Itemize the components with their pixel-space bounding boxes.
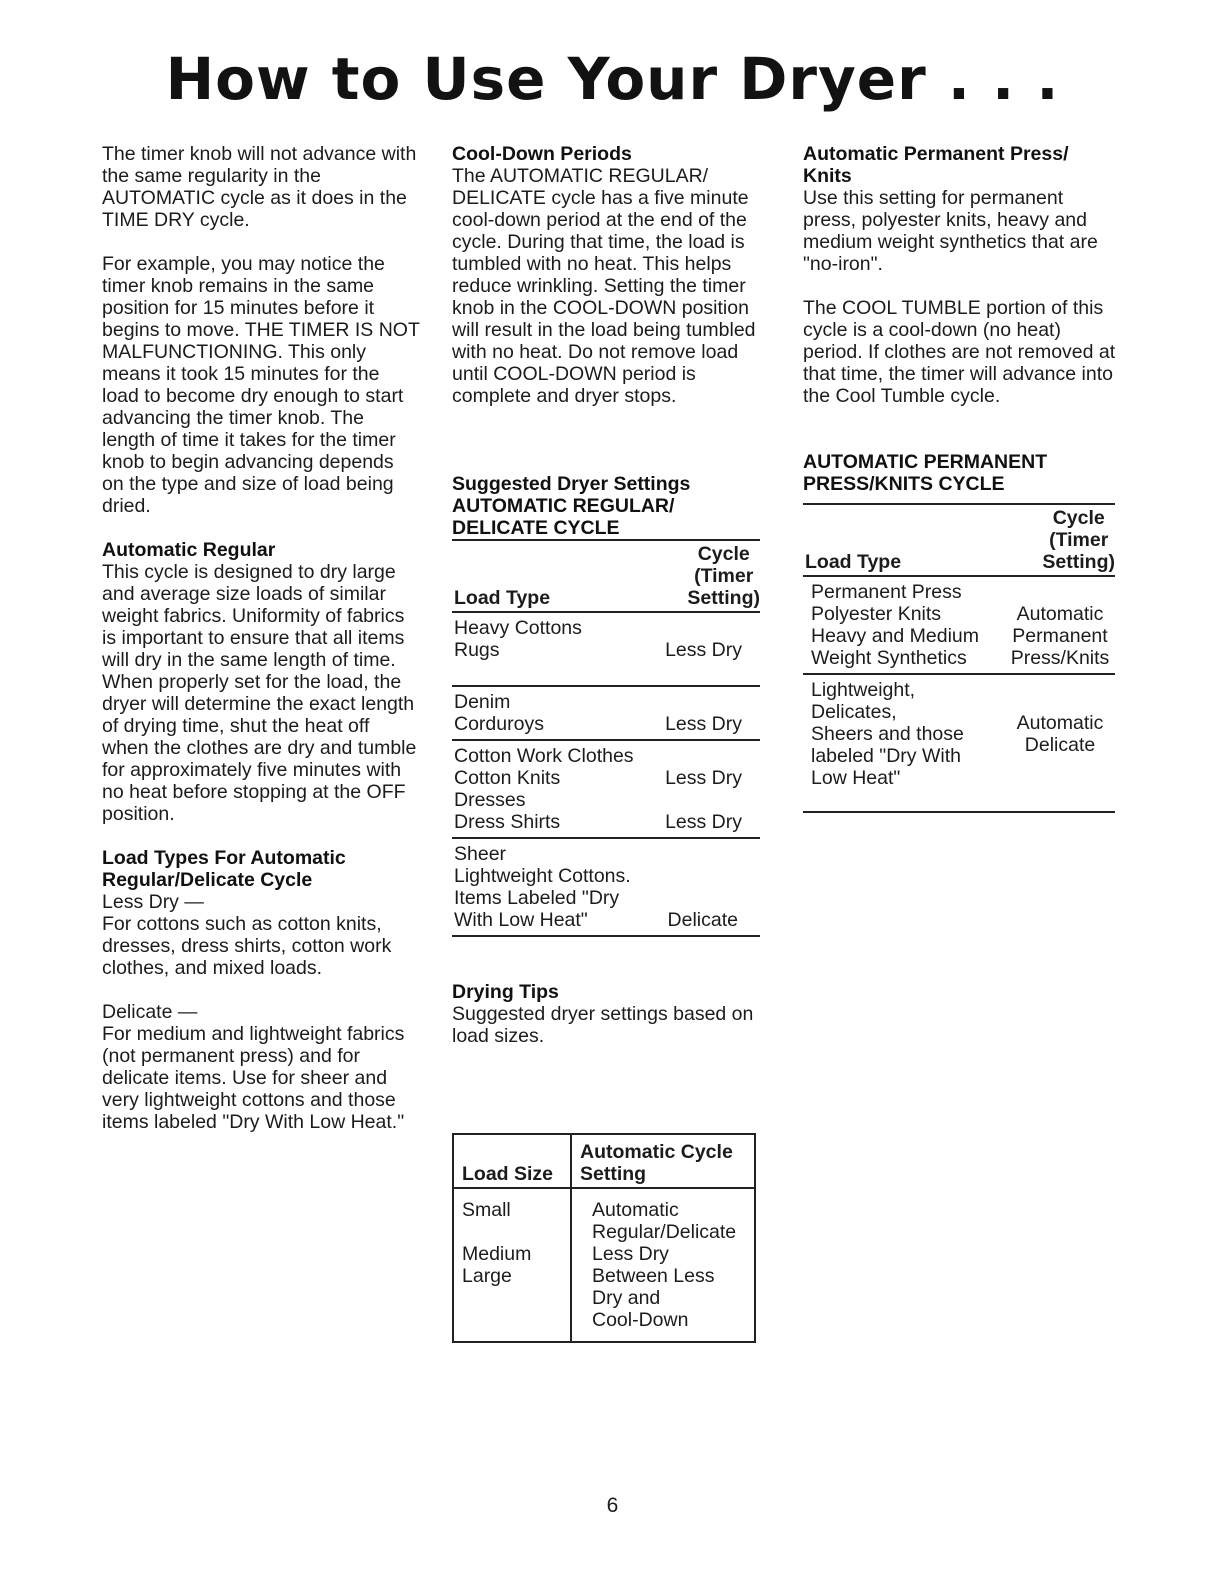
paragraph-drying-tips: Suggested dryer settings based on load sizes.	[452, 1003, 754, 1047]
label-delicate: Delicate —	[102, 1001, 198, 1023]
paragraph-automatic-regular: This cycle is designed to dry large and average size loads of similar weight fabrics. Uniformity of fabrics is important to ensure that all items will dry in the same length of time. When properly set for the load, the dryer will determine the exact length of drying time, shut the heat off when the clothes are dry and tumble for approximately five minutes with no heat before stopping at the OFF position.	[102, 561, 417, 825]
load-type: Corduroys	[454, 713, 544, 735]
load-type: Heavy and Medium	[811, 625, 979, 647]
load-size: Large	[462, 1265, 512, 1287]
load-types	[811, 679, 1005, 789]
load-types	[454, 745, 634, 789]
paragraph-cool-tumble: The COOL TUMBLE portion of this cycle is a cool-down (no heat) period. If clothes are not removed at that time, the timer will advance into the Cool Tumble cycle.	[803, 297, 1116, 407]
load-types	[454, 789, 560, 833]
table-row	[452, 839, 760, 935]
load-type: Lightweight Cottons.	[454, 865, 631, 887]
load-size-spacer	[462, 1221, 562, 1243]
table-header	[453, 1134, 755, 1188]
paragraph-example: For example, you may notice the timer knob remains in the same position for 15 minutes before it begins to move. THE TIMER IS NOT MALFUNCTIONING. This only means it took 15 minutes for the load to become dry enough to start advancing the timer knob. The length of time it takes for the timer knob to begin advancing depends on the type and size of load being dried.	[102, 253, 420, 517]
cycle-setting: Dry and	[592, 1287, 661, 1309]
heading-cool-down: Cool-Down Periods	[452, 143, 632, 165]
cycle-setting: Between Less	[592, 1265, 715, 1287]
heading-suggested-settings: Suggested Dryer Settings	[452, 473, 691, 495]
table-row	[453, 1188, 755, 1342]
load-type: labeled "Dry With	[811, 745, 961, 767]
label-less-dry: Less Dry —	[102, 891, 204, 913]
load-type: Polyester Knits	[811, 603, 942, 625]
col-load-type: Load Type	[805, 551, 902, 573]
load-types	[454, 691, 544, 735]
load-types	[454, 617, 582, 661]
col-cycle-line-3: Setting)	[1042, 551, 1115, 573]
load-size: Medium	[462, 1243, 532, 1265]
cycle-setting: Less Dry	[665, 639, 742, 661]
load-types	[454, 843, 631, 931]
col-load-size: Load Size	[453, 1134, 571, 1188]
col-cycle-setting	[1042, 507, 1115, 573]
column-right	[803, 143, 1121, 813]
cycle-setting: Less Dry	[665, 713, 742, 735]
load-type: Weight Synthetics	[811, 647, 967, 669]
col-cycle-setting	[687, 543, 760, 609]
page-number: 6	[606, 1494, 619, 1517]
col-cycle-line-2: (Timer	[1049, 529, 1109, 551]
load-types	[811, 581, 979, 669]
heading-permanent-press: Automatic Permanent Press/ Knits	[803, 143, 1069, 187]
cycle-setting-line: Automatic	[1016, 712, 1104, 734]
load-type: With Low Heat"	[454, 909, 588, 931]
table-header	[803, 505, 1115, 575]
col-cycle-line-1: Cycle	[697, 543, 750, 565]
cycle-setting: Less Dry	[665, 767, 742, 789]
cycle-setting-line: Delicate	[1024, 734, 1096, 756]
load-type: Lightweight, Delicates,	[811, 679, 916, 723]
load-sizes	[453, 1188, 571, 1342]
table-row	[803, 675, 1115, 811]
load-type: Cotton Work Clothes	[454, 745, 634, 767]
heading-automatic-regular: Automatic Regular	[102, 539, 276, 561]
load-type: Dresses	[454, 789, 526, 811]
col-cycle-line-1: Cycle	[1052, 507, 1105, 529]
table-row	[803, 577, 1115, 673]
cycle-setting: Cool-Down	[592, 1309, 689, 1331]
paragraph-permanent-press: Use this setting for permanent press, polyester knits, heavy and medium weight synthetics that are "no-iron".	[803, 187, 1098, 275]
paragraph-cool-down: The AUTOMATIC REGULAR/ DELICATE cycle has a five minute cool-down period at the end of the cycle. During that time, the load is tumbled with no heat. This helps reduce wrinkling. Setting the timer knob in the COOL-DOWN position will result in the load being tumbled with no heat. Do not remove load until COOL-DOWN period is complete and dryer stops.	[452, 165, 756, 407]
col-automatic-cycle-setting: Automatic Cycle Setting	[571, 1134, 755, 1188]
col-load-type: Load Type	[454, 587, 551, 609]
settings-table-regular-delicate	[452, 539, 760, 937]
table-row	[452, 741, 760, 789]
table-row	[452, 687, 760, 739]
load-type: Heavy Cottons	[454, 617, 582, 639]
table-row	[452, 613, 760, 685]
table-row	[452, 789, 760, 837]
cycle-setting-line: Automatic	[1016, 603, 1104, 625]
load-type: Denim	[454, 691, 511, 713]
col-cycle-line-3: Setting)	[687, 587, 760, 609]
cycle-setting: Delicate	[667, 909, 738, 931]
cycle-setting: Less Dry	[592, 1243, 669, 1265]
settings-table-permanent-press	[803, 495, 1115, 813]
paragraph-delicate: For medium and lightweight fabrics (not permanent press) and for delicate items. Use for sheer and very lightweight cottons and those items labeled "Dry With Low Heat."	[102, 1023, 405, 1133]
cycle-setting-line: Press/Knits	[1010, 647, 1110, 669]
heading-drying-tips: Drying Tips	[452, 981, 559, 1003]
load-type: Cotton Knits	[454, 767, 561, 789]
cycle-setting	[1005, 712, 1115, 756]
cycle-setting	[1005, 603, 1115, 669]
column-middle	[452, 143, 772, 1047]
cycle-settings	[571, 1188, 755, 1342]
load-type: Sheer	[454, 843, 507, 865]
drying-tips-table	[452, 1133, 756, 1343]
heading-perm-press-cycle: AUTOMATIC PERMANENT PRESS/KNITS CYCLE	[803, 451, 1048, 495]
column-left	[102, 143, 420, 1133]
load-type: Items Labeled "Dry	[454, 887, 620, 909]
cycle-setting: Automatic	[592, 1199, 679, 1221]
cycle-setting: Less Dry	[665, 811, 742, 833]
paragraph-less-dry: For cottons such as cotton knits, dresses, dress shirts, cotton work clothes, and mixed loads.	[102, 913, 392, 979]
page-title: How to Use Your Dryer . . .	[165, 45, 1060, 113]
heading-auto-regular-delicate-cycle: AUTOMATIC REGULAR/ DELICATE CYCLE	[452, 495, 675, 539]
load-type: Sheers and those	[811, 723, 964, 745]
load-type: Permanent Press	[811, 581, 962, 603]
col-cycle-line-2: (Timer	[694, 565, 754, 587]
cycle-setting-line: Permanent	[1012, 625, 1108, 647]
load-size: Small	[462, 1199, 511, 1221]
load-type: Low Heat"	[811, 767, 901, 789]
heading-load-types: Load Types For Automatic Regular/Delicate Cycle	[102, 847, 346, 891]
paragraph-timer-advance: The timer knob will not advance with the same regularity in the AUTOMATIC cycle as it does in the TIME DRY cycle.	[102, 143, 417, 231]
load-type: Rugs	[454, 639, 500, 661]
table-header	[452, 541, 760, 611]
cycle-setting: Regular/Delicate	[592, 1221, 737, 1243]
load-type: Dress Shirts	[454, 811, 561, 833]
